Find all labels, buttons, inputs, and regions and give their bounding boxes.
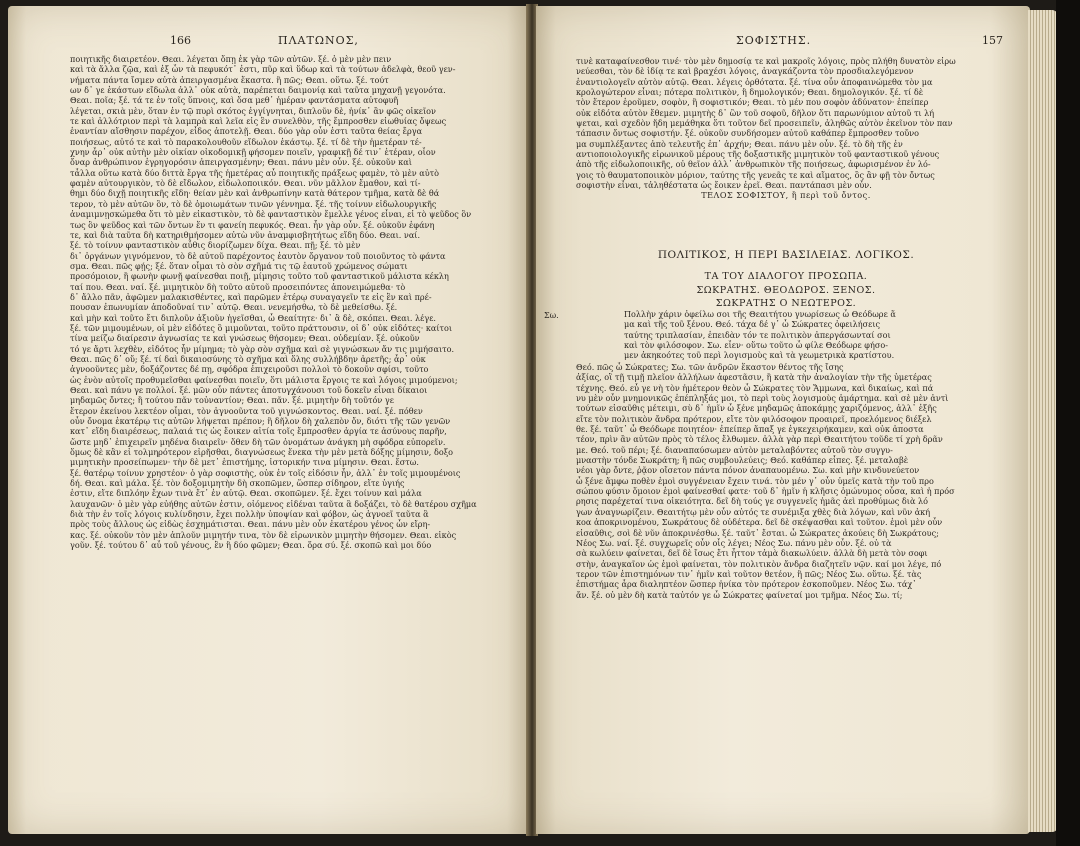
persons-line: ΣΩΚΡΑΤΗΣ. ΘΕΟΔΩΡΟΣ. ΞΕΝΟΣ. [696, 285, 876, 296]
text-line: ψεται, καὶ σχεδὸν ἤδη μεμάθηκα ὅτι τοῦτον δεῖ προσειπεῖν, ἀληθῶς αὐτὸν ἐκεῖνον τὸν παν [576, 118, 953, 129]
text-line: νεύεσθαι, τὸν δὲ ἰδίᾳ τε καὶ βραχέσι λόγοις, ἀναγκάζοντα τὸν προσδιαλεγόμενον [576, 66, 914, 77]
text-line: λέγεται, σκιὰ μὲν, ὅταν ἐν τῷ πυρὶ σκότος ἐγγίγνηται, διπλοῦν δὲ, ἡνίκ᾽ ἂν φῶς οἰκεῖον [70, 105, 436, 116]
text-line: τε, καὶ διὰ ταῦτα δὴ κατηριθμήσομεν αὐτὼ νῦν ἀναμφισβητήτως εἴδη δύο. Θεαι. ναί. [70, 229, 421, 240]
text-line: ΤΕΛΟΣ ΣΟΦΙΣΤΟΥ, ἢ περὶ τοῦ ὄντος. [701, 190, 871, 201]
left-running-head: ΠΛΑΤΩΝΟΣ, [278, 34, 359, 47]
text-line: μηδαμῶς ὄντες; ἢ τούτου πᾶν τοὐναντίον; Θεαι. πᾶν. ξέ. μιμητὴν δὴ τοῦτόν γε [70, 395, 394, 406]
text-line: Θεό. πῶς ὦ Σώκρατες; Σω. τῶν ἀνδρῶν ἕκαστον θέντος τῆς ἴσης [576, 362, 844, 372]
text-line: τὸν ἕτερον ἐροῦμεν, σοφὸν, ἢ σοφιστικόν; Θεαι. τὸ μέν που σοφὸν ἀδύνατον· ἐπείπερ [576, 97, 929, 108]
text-line: ξέ. θατέρῳ τοίνυν χρηστέον· ὁ γὰρ σοφιστὴς, οὐκ ἐν τοῖς εἰδόσιν ἦν, ἀλλ᾽ ἐν τοῖς μιμουμένοις [70, 467, 461, 478]
text-line: καὶ μὴν καὶ τοῦτο ἔτι διπλοῦν ἀξιοῦν ἡγεῖσθαι, ὦ Θεαίτητε· δι᾽ ἃ δὲ, σκόπει. Θεαι. λέγε. [70, 312, 436, 323]
text-line: Θεαι. ποῖα; ξέ. τά τε ἐν τοῖς ὕπνοις, καὶ ὅσα μεθ᾽ ἡμέραν φαντάσματα αὐτοφυῆ [70, 95, 399, 106]
text-line: τἆλλα οὕτω κατὰ δύο διττὰ ἔργα τῆς ἡμετέρας αὖ ποιητικῆς πράξεως φαμὲν, τὸ μὲν αὐτὸ [70, 167, 440, 178]
text-line: ἕτερον ἐκείνου λεκτέον οἶμαι, τὸν ἀγνοοῦντα τοῦ γιγνώσκοντος. Θεαι. ναί. ξέ. πόθεν [70, 405, 423, 416]
text-line: ἀγνοοῦντες μὲν, δοξάζοντες δέ πῃ, σφόδρα ἐπιχειροῦσι πολλοὶ τὸ δοκοῦν σφίσι, τοῦτο [70, 364, 429, 375]
text-line: τούτων εἰσαῦθις μέτειμι, σὺ δ᾽ ἡμῖν ὦ ξένε μηδαμῶς ἀποκάμῃς χαριζόμενος, ἀλλ᾽ ἑξῆς [576, 403, 937, 414]
text-line: κατ᾽ εἴδη διαιρέσεως, παλαιά τις ὡς ἔοικεν αἰτία τοῖς ἔμπροσθεν ἀργία τε ἀσύνους παρῆν, [70, 426, 447, 437]
text-line: τως ὂν ψεῦδος καὶ τῶν ὄντων ἕν τι φανείη πεφυκός. Θεαι. ἦν γὰρ οὖν. ξέ. οὐκοῦν ἐφάνη [70, 219, 435, 230]
text-line: χνην ἆρ᾽ οὐκ αὐτὴν μὲν οἰκίαν οἰκοδομικῇ φήσομεν ποιεῖν, γραφικῇ δέ τιν᾽ ἑτέραν, οἷον [70, 147, 436, 158]
text-line: μα καὶ τῆς τοῦ ξένου. Θεό. τάχα δέ γ᾽ ὦ Σώκρατες ὀφειλήσεις [624, 319, 881, 330]
text-line: καὶ τὰ ἄλλα ζῷα, καὶ ἐξ ὧν τὰ πεφυκότ᾽ ἐστι, πῦρ καὶ ὕδωρ καὶ τὰ τούτων ἀδελφὰ, θεοῦ γεν- [70, 64, 456, 75]
text-line: ἐστιν, εἴτε διπλόην ἔχων τινὰ ἔτ᾽ ἐν αὑτῷ. Θεαι. σκοπῶμεν. ξέ. ἔχει τοίνυν καὶ μάλα [70, 488, 422, 499]
persons-heading: ΤΑ ΤΟΥ ΔΙΑΛΟΓΟΥ ΠΡΟΣΩΠΑ. [704, 271, 868, 282]
text-line: τέον, πρὶν ἂν αὐτῶν πρὸς τὸ τέλος ἔλθωμεν. ἀλλὰ γὰρ περὶ Θεαιτήτου τοῦδε τί χρὴ δρᾶν [576, 434, 943, 445]
text-line: οὖν ὄνομα ἑκατέρῳ τις αὐτῶν λήψεται πρέπον; ἢ δῆλον δὴ χαλεπὸν ὄν, διότι τῆς τῶν γενῶν [70, 416, 451, 427]
text-line: θημι δύο διχῇ ποιητικῆς εἴδη· θείαν μὲν καὶ ἀνθρωπίνην κατὰ θάτερον τμῆμα, κατὰ δὲ θά [70, 188, 440, 199]
text-line: διὰ τὴν ἐν τοῖς λόγοις κυλίνδησιν, ἔχει πολλὴν ὑποψίαν καὶ φόβον, ὡς ἀγνοεῖ ταῦτα ἃ [70, 509, 429, 520]
text-line: εἰσαῦθις, σοὶ δὲ νῦν ἀποκρινέσθω. ξέ. ταῦτ᾽ ἔσται. ὦ Σώκρατες ἀκούεις δὴ Σωκράτους; [576, 527, 939, 538]
right-page [536, 6, 1030, 834]
text-line: Θεαι. καὶ πάνυ γε πολλοί. ξέ. μῶν οὖν πάντες ἀποτυγχάνουσι τοῦ δοκεῖν εἶναι δίκαιοι [70, 385, 428, 395]
text-line: ποιητικῆς διαιρετέον. Θεαι. λέγεται ὅπῃ ἐκ γὰρ τῶν αὐτῶν. ξέ. ὁ μὲν μὲν πειν [70, 54, 392, 64]
text-line: θε. ξέ. ταῦτ᾽ ὦ Θεόδωρε ποιητέον· ἐπείπερ ἅπαξ γε ἐγκεχειρήκαμεν, καὶ οὐκ ἀποστα [576, 424, 924, 435]
text-line: νέοι γὰρ ὄντε, ῥᾷον οἴσετον πάντα πόνον ἀναπαυομένω. Σω. καὶ μὴν κινδυνεύετον [576, 465, 920, 476]
text-line: ων δ᾽ γε ἑκάστων εἴδωλα ἀλλ᾽ οὐκ αὐτὰ, παρέπεται δαιμονίᾳ καὶ ταῦτα μηχανῇ γεγονότα. [70, 85, 446, 96]
text-line: ἀπὸ τῆς εἰδωλοποιικῆς, οὐ θεῖον ἀλλ᾽ ἀνθρωπικὸν τῆς ποιήσεως, ἀφωρισμένον ἐν λό- [576, 159, 931, 170]
text-line: δ᾽ ἄλλο πᾶν, ἀφῶμεν μαλακισθέντες, καὶ παρῶμεν ἑτέρῳ συναγαγεῖν τε εἰς ἓν καὶ πρέ- [70, 291, 432, 302]
text-line: φαμὲν αὐτουργικὸν, τὸ δὲ εἴδωλον, εἰδωλοποιικόν. Θεαι. νῦν μᾶλλον ἔμαθον, καὶ τί- [70, 178, 421, 189]
text-line: προσόμοιον, ἢ φωνὴν φωνῇ φαίνεσθαι ποιῇ, μίμησις τοῦτο τοῦ φανταστικοῦ μάλιστα κέκλη [70, 271, 449, 282]
text-line: ὦ ξένε ἄμφω ποθὲν ἐμοὶ συγγένειαν ἔχειν τινά. τὸν μέν γ᾽ οὖν ὑμεῖς κατὰ τὴν τοῦ προ [576, 475, 934, 486]
text-line: ὄναρ ἀνθρώπινον ἐγρηγορόσιν ἀπειργασμένην; Θεαι. πάνυ μὲν οὖν. ξέ. οὐκοῦν καὶ [70, 157, 412, 168]
text-line: τερον τῶν ἐπιστημόνων τιν᾽ ἡμῖν καὶ τοῦτον θετέον, ἢ πῶς; Νέος Σω. οὕτω. ξέ. τὰς [576, 568, 922, 579]
text-line: ξέ. τὸ τοίνυν φανταστικὸν αὖθις διορίζωμεν δίχα. Θεαι. πῇ; ξέ. τὸ μὲν [70, 240, 361, 251]
left-page-text [70, 54, 502, 551]
dialogue-title: ΠΟΛΙΤΙΚΟΣ, Η ΠΕΡΙ ΒΑΣΙΛΕΙΑΣ. ΛΟΓΙΚΟΣ. [657, 249, 915, 261]
right-page-text-top [576, 56, 996, 201]
text-line: ξέ. τῶν μιμουμένων, οἱ μὲν εἰδότες ὃ μιμοῦνται, τοῦτο πράττουσιν, οἱ δ᾽ οὐκ εἰδότες· καίτοι [70, 322, 453, 333]
text-line: σώπου φύσιν ὅμοιον ἐμοὶ φαίνεσθαί φατε· τοῦ δ᾽ ἡμῖν ἡ κλῆσις ὁμώνυμος οὖσα, καὶ ἡ πρόσ [576, 486, 955, 497]
text-line: ἐναντιολογεῖν αὐτὸν αὑτῷ. Θεαι. λέγεις ὀρθότατα. ξέ. τίνα οὖν ἀποφαινώμεθα τὸν μα [576, 76, 933, 87]
text-line: ἀξίας, οἳ τῇ τιμῇ πλεῖον ἀλλήλων ἀφεστᾶσιν, ἢ κατὰ τὴν ἀναλογίαν τὴν τῆς ὑμετέρας [576, 372, 932, 383]
text-line: κρολογώτερον εἶναι; πότερα πολιτικὸν, ἢ δημολογικόν; Θεαι. δημολογικόν. ξέ. τί δὲ [576, 87, 924, 98]
text-line: τε καὶ ἀλλότριον περὶ τὰ λαμπρὰ καὶ λεῖα εἰς ἓν συνελθὸν, τῆς ἔμπροσθεν εἰωθυίας ὄψεως [70, 116, 447, 127]
right-running-head: ΣΟΦΙΣΤΗΣ. [736, 34, 812, 47]
text-line: τέχνης. Θεό. εὖ γε νὴ τὸν ἡμέτερον θεὸν ὦ Σώκρατες τὸν Ἄμμωνα, καὶ δικαίως, καὶ πά [576, 382, 934, 393]
left-page [8, 6, 528, 834]
text-line: αντιοποιολογικῆς εἰρωνικοῦ μέρους τῆς δοξαστικῆς μιμητικὸν τοῦ φανταστικοῦ γένους [576, 149, 940, 160]
text-line: σὰ κωλύειν φαίνεται, δεῖ δὲ ἴσως ἔτι ἧττον τἀμὰ διακωλύειν. ἀλλὰ δὴ μετὰ τὸν σοφι [576, 548, 928, 559]
text-line: δή. Θεαι. καὶ μάλα. ξέ. τὸν δοξομιμητὴν δὴ σκοπῶμεν, ὥσπερ σίδηρον, εἴτε ὑγιής [70, 478, 405, 489]
text-line: δι᾽ ὀργάνων γιγνόμενον, τὸ δὲ αὐτοῦ παρέχοντος ἑαυτὸν ὄργανον τοῦ ποιοῦντος τὸ φάντα [70, 250, 446, 261]
text-line: μιμητικὴν προσείπωμεν· τὴν δὲ μετ᾽ ἐπιστήμης, ἱστορικήν τινα μίμησιν. Θεαι. ἔστω. [70, 457, 419, 468]
text-line: κοα ἀποκρινομένου, Σωκράτους δὲ οὐδέτερα. δεῖ δὲ σκέψασθαι καὶ τοῦτον. ἐμοὶ μὲν οὖν [576, 517, 943, 528]
page-edges [1028, 10, 1058, 832]
text-line: τερον, τὸ μὲν αὐτῶν ὂν, τὸ δὲ ὁμοιωμάτων τινῶν γέννημα. ξέ. τῆς τοίνυν εἰδωλουργικῆς [70, 198, 437, 209]
text-line: τίνα μείζω διαίρεσιν ἀγνωσίας τε καὶ γνώσεως θήσομεν; Θεαι. οὐδεμίαν. ξέ. οὐκοῦν [70, 333, 420, 344]
text-line: Πολλὴν χάριν ὀφείλω σοι τῆς Θεαιτήτου γνωρίσεως ὦ Θεόδωρε ἅ [624, 309, 896, 319]
text-line: εἴτε τὸν πολιτικὸν ἄνδρα πρότερον, εἴτε τὸν φιλόσοφον προαιρεῖ, προελόμενος διέξελ [576, 413, 932, 424]
text-line: ταί που. Θεαι. ναί. ξέ. μιμητικὸν δὴ τοῦτο αὐτοῦ προσειπόντες ἀπονειμώμεθα· τὸ [70, 281, 406, 292]
text-line: ρησις παρέχεταί τινα οἰκειότητα. δεῖ δὴ τούς γε συγγενεῖς ἡμᾶς ἀεὶ προθύμως διὰ λό [576, 496, 928, 507]
text-line: Θεαι. πῶς δ᾽ οὔ; ξέ. τί δαὶ δικαιοσύνης τὸ σχῆμα καὶ ὅλης συλλήβδην ἀρετῆς; ἆρ᾽ οὐκ [70, 353, 426, 364]
text-line: τάπασιν ὄντως σοφιστήν. ξέ. οὐκοῦν συνδήσομεν αὐτοῦ καθάπερ ἔμπροσθεν τοὔνο [576, 128, 920, 139]
text-line: μναστὴν τόνδε Σωκράτη; ἢ πῶς συμβουλεύεις; Θεό. καθάπερ εἶπες. ξέ. μεταλαβὲ [576, 455, 909, 466]
text-line: γοῦν. ξέ. τούτου δ᾽ αὖ τοῦ γένους, ἓν ἢ δύο φῶμεν; Θεαι. ὅρα σύ. ξέ. σκοπῶ καὶ μοι δύο [70, 540, 432, 551]
speaker-marker: Σω. [544, 311, 559, 320]
text-line: γων ἀναγνωρίζειν. Θεαιτήτῳ μὲν οὖν αὐτός τε συνέμιξα χθὲς διὰ λόγων, καὶ νῦν ἀκή [576, 506, 931, 517]
text-line: ὥστε μηδ᾽ ἐπιχειρεῖν μηδένα διαιρεῖν· ὅθεν δὴ τῶν ὀνομάτων ἀνάγκη μὴ σφόδρα εὐπορεῖν. [70, 436, 446, 447]
persons-line: ΣΩΚΡΑΤΗΣ Ο ΝΕΩΤΕΡΟΣ. [715, 298, 857, 309]
text-line: κας. ξέ. οὐκοῦν τὸν μὲν ἁπλοῦν μιμητήν τινα, τὸν δὲ εἰρωνικὸν μιμητὴν θήσομεν. Θεαι. εἰκὸς [70, 529, 457, 540]
right-page-text-bottom [576, 362, 996, 600]
text-line: στὴν, ἀναγκαῖον ὡς ἐμοὶ φαίνεται, τὸν πολιτικὸν ἄνδρα διαζητεῖν νῷν. καί μοι λέγε, πό [576, 558, 942, 569]
text-line: ἀναμιμνῃσκώμεθα ὅτι τὸ μὲν εἰκαστικὸν, τὸ δὲ φανταστικὸν ἔμελλε γένος εἶναι, εἰ τὸ ψεῦδος ὂν [70, 209, 472, 220]
text-line: πρὸς τοὺς ἄλλους ὡς εἰδὼς ἐσχημάτισται. Θεαι. πάνυ μὲν οὖν ἑκατέρου γένος ὧν εἴρη- [70, 519, 431, 530]
text-line: καὶ τὸν φιλόσοφον. Σω. εἶεν· οὕτω τοῦτο ὦ φίλε Θεόδωρε φήσο- [624, 340, 888, 351]
text-line: ποιήσεως, αὐτό τε καὶ τὸ παρακολουθοῦν εἴδωλον ἑκάστῳ. ξέ. τί δὲ τὴν ἡμετέραν τέ- [70, 136, 422, 147]
text-line: ὡς ἐνὸν αὐτοῖς προθυμεῖσθαι φαίνεσθαι ποιεῖν, ὅτι μάλιστα ἔργοις τε καὶ λόγοις μιμούμενοι; [70, 374, 458, 385]
right-page-number: 157 [982, 34, 1003, 47]
text-line: ταύτης τριπλασίαν, ἐπειδὰν τόν τε πολιτικὸν ἀπεργάσωνταί σοι [624, 329, 891, 340]
text-line: μα συμπλέξαντες ἀπὸ τελευτῆς ἐπ᾽ ἀρχήν; Θεαι. πάνυ μὲν οὖν. ξέ. τὸ δὴ τῆς ἐν [576, 138, 903, 149]
opening-paragraph [624, 309, 996, 361]
text-line: λαυχανῶν· ὁ μὲν γὰρ εὐήθης αὐτῶν ἐστιν, οἰόμενος εἰδέναι ταῦτα ἃ δοξάζει, τὸ δὲ θατέρου σχῆμα [70, 498, 477, 509]
text-line: νήματα πάντα ἴσμεν αὐτὰ ἀπειργασμένα ἕκαστα. ἢ πῶς; Θεαι. οὕτω. ξέ. τούτ [70, 74, 389, 85]
text-line: ἄν. ξέ. οὐ μὲν δὴ κατὰ ταὐτόν γε ὦ Σώκρατες φαίνεταί μοι τμῆμα. Νέος Σω. τί; [576, 589, 903, 600]
book-cover-edge [1056, 0, 1080, 846]
text-line: ἐναντίαν αἴσθησιν παρέχον, εἶδος ἀποτελῇ. Θεαι. δύο γὰρ οὖν ἐστι ταῦτα θείας ἔργα [70, 126, 423, 137]
text-line: τινὲ καταφαίνεσθον τινέ· τὸν μὲν δημοσίᾳ τε καὶ μακροῖς λόγοις, πρὸς πλήθη δυνατὸν εἰρω [576, 56, 956, 66]
text-line: νυ μὲν οὖν μνημονικῶς ἐπέπληξάς μοι, τὸ περὶ τοὺς λογισμοὺς ἁμάρτημα. καὶ σὲ μὲν ἀντὶ [576, 393, 949, 404]
text-line: σμα. Θεαι. πῶς φῄς; ξέ. ὅταν οἶμαι τὸ σὸν σχῆμά τις τῷ ἑαυτοῦ χρώμενος σώματι [70, 260, 408, 271]
text-line: πουσαν ἐπωνυμίαν ἀποδοῦναί τιν᾽ αὐτῷ. Θεαι. νενεμήσθω, τὸ δὲ μεθείσθω. ξέ. [70, 302, 398, 313]
text-line: τό γε ἄρτι λεχθὲν, εἰδότος ἦν μίμημα; τὸ γὰρ σὸν σχῆμα καὶ σὲ γιγνώσκων ἄν τις μιμήσαιτο. [70, 343, 455, 354]
text-line: μεν ἀκηκοότες τοῦ περὶ λογισμοὺς καὶ τὰ γεωμετρικὰ κρατίστου. [624, 350, 895, 361]
left-page-number: 166 [170, 34, 191, 47]
text-line: Νέος Σω. ναί. ξέ. συγχωρεῖς οὖν οἷς λέγει; Νέος Σω. πάνυ μὲν οὖν. ξέ. οὐ τὰ [576, 537, 892, 548]
text-line: ἐπιστήμας ἆρα διαληπτέον ὥσπερ ἡνίκα τὸν πρότερον ἐσκοποῦμεν. Νέος Σω. τάχ᾽ [576, 579, 917, 590]
text-line: με. Θεό. τοῦ πέρι; ξέ. διαναπαύσωμεν αὐτὸν μεταλαβόντες αὐτοῦ τὸν συγγυ- [576, 444, 893, 455]
text-line: σοφιστὴν εἶναι, τἀληθέστατα ὡς ἔοικεν ἐρεῖ. Θεαι. παντάπασι μὲν οὖν. [576, 180, 872, 191]
text-line: ὅμως δὲ κἂν εἰ τολμηρότερον εἰρῆσθαι, διαγνώσεως ἕνεκα τὴν μὲν μετὰ δόξης μίμησιν, δοξο [70, 447, 454, 458]
text-line: γοις τὸ θαυματοποιικὸν μόριον, ταύτης τῆς γενεᾶς τε καὶ αἵματος, ὃς ἂν φῇ τὸν ὄντως [576, 169, 935, 180]
text-line: οὐκ εἰδότα αὐτὸν ἔθεμεν. μιμητὴς δ᾽ ὢν τοῦ σοφοῦ, δῆλον ὅτι παρωνύμιον αὐτοῦ τι λή [576, 107, 935, 118]
